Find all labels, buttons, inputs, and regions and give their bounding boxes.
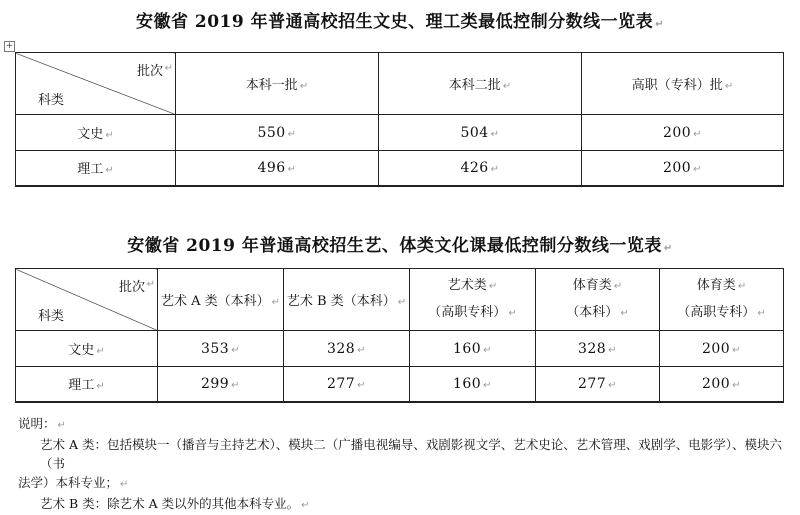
notes-section	[18, 414, 788, 515]
row-label: 文史 ↵	[16, 115, 176, 151]
column-header: 体育类 ↵ （高职专科） ↵	[660, 269, 784, 331]
column-header: 艺术 A 类（本科） ↵	[158, 269, 284, 331]
column-header: 艺术类 ↵ （高职专科） ↵	[410, 269, 536, 331]
diagonal-header-cell: 批次 ↵ 科类	[16, 269, 158, 331]
row-label: 文史 ↵	[16, 331, 158, 367]
notes-heading: 说明： ↵	[18, 416, 66, 431]
paragraph-mark-icon: ↵	[663, 243, 673, 254]
table-row	[16, 367, 784, 402]
score-cell: 299 ↵	[158, 367, 284, 402]
header-col-label: 科类	[38, 93, 65, 108]
table-header-row	[16, 269, 784, 331]
score-cell: 426 ↵	[379, 151, 582, 186]
score-cell: 504 ↵	[379, 115, 582, 151]
column-header: 体育类 ↵ （本科） ↵	[536, 269, 660, 331]
column-header: 本科二批 ↵	[379, 53, 582, 115]
note-art-a-continued: 法学）本科专业； ↵	[18, 475, 129, 490]
note-art-b: 艺术 B 类：除艺术 A 类以外的其他本科专业。 ↵	[40, 496, 310, 511]
column-header: 艺术 B 类（本科） ↵	[284, 269, 410, 331]
score-cell: 277 ↵	[284, 367, 410, 402]
paragraph-mark-icon: ↵	[655, 19, 665, 30]
header-row-label: 批次	[118, 280, 145, 295]
table-header-row	[16, 53, 784, 115]
score-cell: 550 ↵	[176, 115, 379, 151]
score-table-1	[15, 52, 784, 187]
score-cell: 328 ↵	[284, 331, 410, 367]
score-cell: 277 ↵	[536, 367, 660, 402]
score-cell: 496 ↵	[176, 151, 379, 186]
header-col-label: 科类	[38, 309, 65, 324]
table-row	[16, 115, 784, 151]
column-header: 高职（专科）批 ↵	[582, 53, 784, 115]
move-handle-icon[interactable]: +	[5, 41, 14, 51]
table1-title: 安徽省 2019 年普通高校招生文史、理工类最低控制分数线一览表 ↵	[135, 12, 665, 32]
score-cell: 160 ↵	[410, 331, 536, 367]
score-cell: 353 ↵	[158, 331, 284, 367]
note-art-a: 艺术 A 类：包括模块一（播音与主持艺术）、模块二（广播电视编导、戏剧影视文学、艺术史论、艺术管理、戏剧学、电影学）、模块六（书	[40, 437, 782, 471]
table2-title: 安徽省 2019 年普通高校招生艺、体类文化课最低控制分数线一览表 ↵	[127, 236, 673, 256]
score-cell: 200 ↵	[582, 115, 784, 151]
header-row-label: 批次	[136, 64, 163, 79]
score-cell: 160 ↵	[410, 367, 536, 402]
score-cell: 200 ↵	[582, 151, 784, 186]
score-cell: 200 ↵	[660, 367, 784, 402]
score-table-2	[15, 268, 784, 403]
column-header: 本科一批 ↵	[176, 53, 379, 115]
score-cell: 328 ↵	[536, 331, 660, 367]
row-label: 理工 ↵	[16, 367, 158, 402]
table-row	[16, 331, 784, 367]
score-cell: 200 ↵	[660, 331, 784, 367]
row-label: 理工 ↵	[16, 151, 176, 186]
table-row	[16, 151, 784, 186]
diagonal-header-cell: 批次 ↵ 科类	[16, 53, 176, 115]
